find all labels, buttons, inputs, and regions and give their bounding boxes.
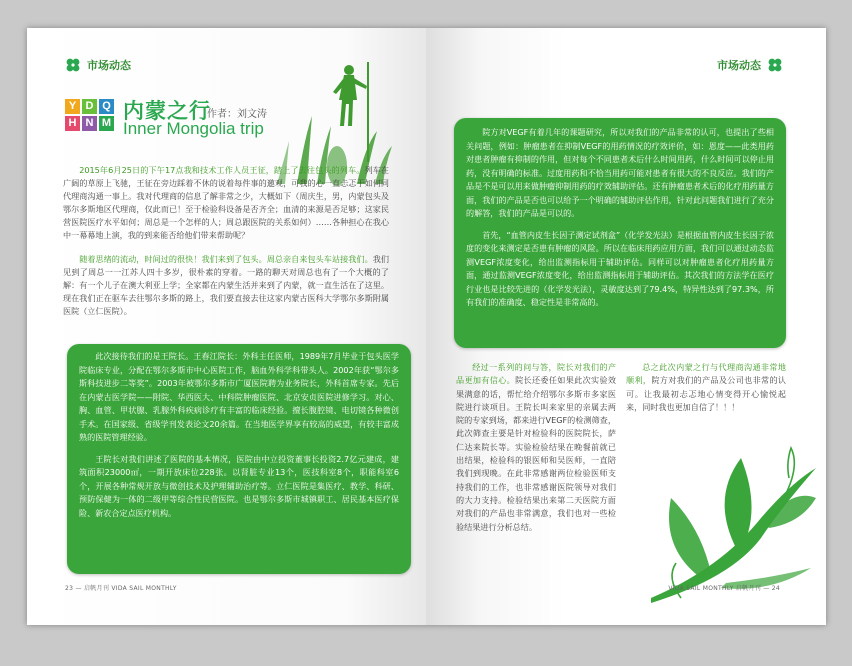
article-author: 作者：刘文涛: [207, 109, 267, 120]
box-paragraph: 王院长对我们讲述了医院的基本情况，医院由中立投资董事长投资2.7亿元建成，建筑面积23000㎡，一期开放床位228张。以肾脏专业13个，医技科室8个，职能科室6个，开展各种常规开放与微创技术及护理辅助治疗等。立仁医院是集医疗、教学、科研、预防保健为一体的二级甲等综合性民营医院。也是鄂尔多斯市城镇职工、居民基本医疗保险、新农合定点医疗机构。: [79, 453, 399, 518]
right-page: [426, 28, 826, 625]
page-footer-right: VIDA SAIL MONTHLY 启帆月刊 — 24: [668, 585, 780, 592]
box-paragraph: 此次接待我们的是王院长。王春江院长：外科主任医师，1989年7月毕业于包头医学院临床专业，分配在鄂尔多斯市中心医院工作，脑血外科学科带头人。2002年获“鄂尔多斯科技进步二等奖”。2003年被鄂尔多斯市广厦医院聘为业务院长，外科首席专家。先后在内蒙古医学院——附院、华西医大、中科院肿瘤医院、北京安贞医院进修学习。对心、胸、血管、甲状腺、乳腺外科疾病诊疗有丰富的临床经验。擅长腹腔镜、电切镜各种微创手术。在国家级、省级学刊发表论文20余篇。在当地医学界享有较高的威望，有较丰富成熟的医院管理经验。: [79, 351, 399, 442]
para2-rest: 我们见到了周总一一江苏人四十多岁，很朴素的穿着。一路的聊天对周总也有了一个大概的了解：有一个儿子在澳大利亚上学；全家都在内蒙生活并来到了内蒙，就一直生活在了这里。现在我们正在驱车去往鄂尔多斯的路上，我们要直接去往这家内蒙古医科大学鄂尔多斯附属医院（立仁医院）。: [63, 254, 389, 317]
clover-icon: [65, 57, 81, 73]
intro-lead: 2015年6月25日的下午17点我和技术工作人员王征，踏上了去往包头的列车。: [79, 165, 365, 175]
intro-rest: 列车在广阔的草原上飞驰，王征在旁边踩着不休的说着每件事的邀观，可我的心一直忐忑于如何同代理商沟通一事上。我对代理商的信息了解非常之少，大概如下（周庆生，男，内蒙包头及鄂尔多斯地区代理商，仅此而已！至于检验科设备是否齐全；血清的来源是否足够；这家民营医院医疗水平如何；周总是一个怎样的人；周总跟医院的关系如何）……各种担心在我心中一幕幕地上演，我的到来能否给他们带来帮助呢？: [63, 165, 389, 241]
box-paragraph: 首先，“血管内皮生长因子测定试剂盒”（化学发光法）是根据血管内皮生长因子浓度的变化来测定是否患有肿瘤的风险。所以在临床用药应用方面，我们可以通过动态监测VEGF浓度变化，给出监测指标用于辅助评估。同样可以对肿瘤患者化疗用药量方面，通过监测VEGF浓度变化，给出监测指标用于辅助评估。其次我们的方法学在医疗行业也是比较先进的（化学发光法），灵敏度达到了79.4%，特异性达到了97.3%，所有我们的准确度、稳定性是非常高的。: [466, 229, 774, 307]
col2-rest: 院方对我们的产品及公司也非常的认可。让我最初忐忑地心情变得开心愉悦起来，同时我也更加自信了！！！: [626, 375, 786, 412]
letter-block: H: [65, 116, 80, 131]
second-paragraph: [63, 253, 389, 318]
letter-blocks: [65, 99, 114, 131]
leaf-illustration: [641, 428, 821, 608]
article-title-cn: 内蒙之行: [123, 100, 211, 123]
col1-lead: 经过一系列的问与答，院长对我们的产品更加有信心。: [456, 362, 616, 386]
section-header-left: [65, 57, 131, 73]
section-label: 市场动态: [87, 59, 131, 72]
text-column-2: [626, 361, 786, 414]
col2-lead: 总之此次内蒙之行与代理商沟通非常地顺利，: [626, 362, 786, 386]
section-header-right: [717, 57, 783, 73]
text-column-1: [456, 361, 616, 534]
letter-block: D: [82, 99, 97, 114]
left-page: [27, 28, 426, 625]
green-text-box-right: [454, 118, 786, 348]
section-label: 市场动态: [717, 59, 761, 72]
intro-paragraph: [63, 164, 389, 243]
magazine-spread: [27, 28, 826, 625]
letter-block: N: [82, 116, 97, 131]
letter-block: Y: [65, 99, 80, 114]
letter-block: Q: [99, 99, 114, 114]
page-footer-left: 23 — 启帆月刊 VIDA SAIL MONTHLY: [65, 585, 177, 592]
article-title-en: Inner Mongolia trip: [123, 119, 264, 138]
letter-block: M: [99, 116, 114, 131]
clover-icon: [767, 57, 783, 73]
col1-rest: 院长还委任如果此次实验效果满意的话，帮忙给介绍鄂尔多斯市多家医院进行谈项目。王院长叫来家里的亲属去两院的专家到场，都来进行VEGF的检测筛查，此次筛查主要是针对检验科的医院院长，萨仁达来院长等。实验检验结果在晚餐前就已出结果，检验科的银医师和吴医师，一直陪我们到现晚。在此非常感谢两位检验医师支持我们的工作，也非常感谢医院领导对我们的大力支持。检验结果出来第二天医院方面对我们的产品也非常满意，我们也对一些检验结果进行分析总结。: [456, 375, 616, 532]
box-paragraph: 院方对VEGF有着几年的课题研究，所以对我们的产品非常的认可，也提出了些相关问题，例如：肿瘤患者在抑制VEGF的用药情况的疗效评价，如：恩度——此类用药对患者肿瘤有抑制的作用，但对每个不同患者术后什么时间用药，什么时间可以停止用药，没有明确的标准。过度用药和不恰当用药可能对患者有很大的不良反应。我们的产品是不是可以用来做肿瘤抑制用药的疗效辅助评估。还有肿瘤患者术后的化疗用药量方面，我们的产品是否也可以给予一个明确的辅助评估作用，针对此问题我们进行了充分的解答，我们的产品是可以的。: [466, 127, 774, 218]
para2-lead: 随着思绪的流动，时间过的很快！我们来到了包头。周总亲自来包头车站接我们。: [79, 254, 373, 264]
green-text-box-left: [67, 344, 411, 574]
